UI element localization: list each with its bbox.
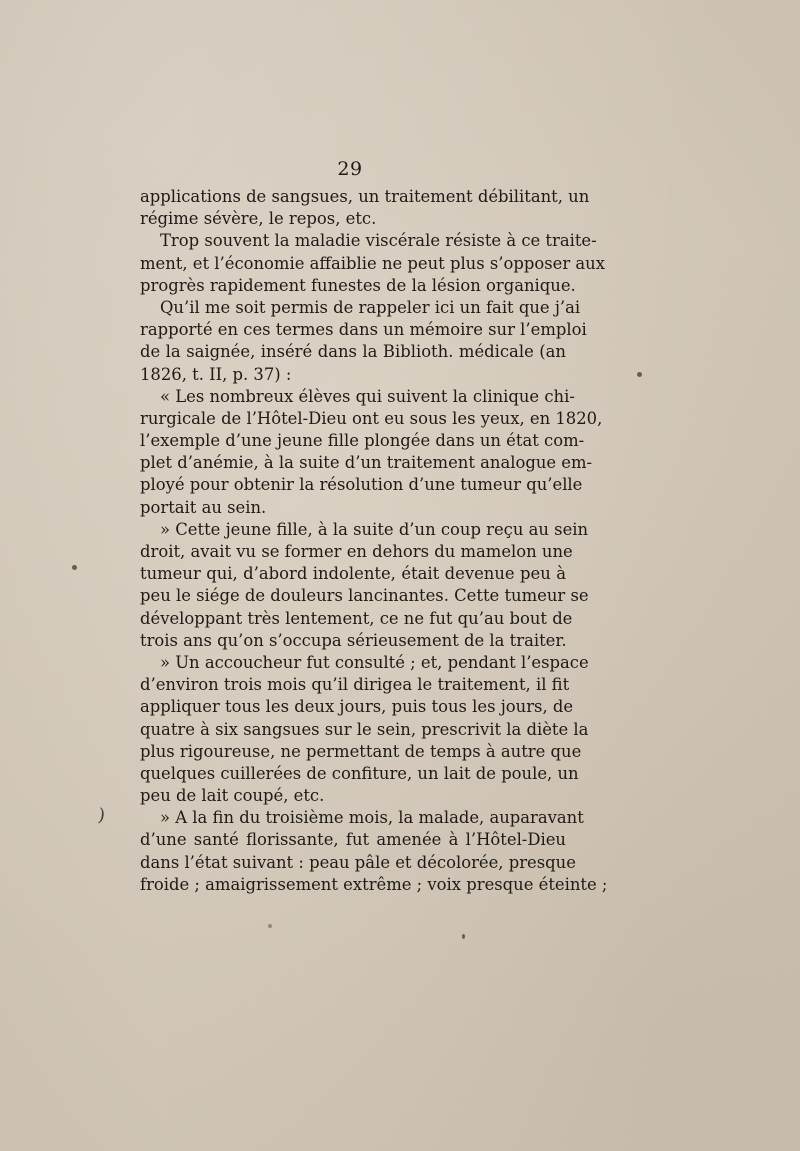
body-text — [140, 186, 608, 896]
foxing-spot — [268, 924, 272, 928]
text-line: régime sévère, le repos, etc. — [140, 209, 377, 229]
page-number: 29 — [337, 158, 363, 180]
text-line: Trop souvent la maladie viscérale résiste à ce traite- — [160, 231, 597, 251]
text-line: peu de lait coupé, etc. — [140, 786, 325, 806]
text-line: d’environ trois mois qu’il dirigea le traitement, il fit — [140, 675, 570, 695]
text-line: de la saignée, inséré dans la Biblioth. médicale (an — [140, 342, 566, 362]
text-line: froide ; amaigrissement extrême ; voix presque éteinte ; — [140, 874, 608, 894]
text-line: appliquer tous les deux jours, puis tous les jours, de — [140, 697, 574, 717]
text-line: applications de sangsues, un traitement débilitant, un — [140, 187, 590, 206]
text-line: développant très lentement, ce ne fut qu’au bout de — [140, 608, 573, 628]
text-line: peu le siége de douleurs lancinantes. Cette tumeur se — [140, 586, 589, 606]
text-line: dans l’état suivant : peau pâle et décolorée, presque — [140, 852, 576, 872]
text-line: tumeur qui, d’abord indolente, était devenue peu à — [140, 564, 566, 584]
text-line: plus rigoureuse, ne permettant de temps à autre que — [140, 741, 582, 761]
foxing-spot — [72, 565, 77, 570]
text-line: d’une santé florissante, fut amenée à l’Hôtel-Dieu — [140, 830, 566, 850]
text-line: ment, et l’économie affaiblie ne peut plus s’opposer aux — [140, 253, 605, 273]
text-line: rurgicale de l’Hôtel-Dieu ont eu sous les yeux, en 1820, — [140, 408, 603, 428]
text-line: trois ans qu’on s’occupa sérieusement de la traiter. — [140, 630, 567, 650]
text-line: rapporté en ces termes dans un mémoire sur l’emploi — [140, 320, 587, 340]
text-line: » A la fin du troisième mois, la malade, auparavant — [160, 808, 584, 828]
text-line: » Cette jeune fille, à la suite d’un coup reçu au sein — [160, 519, 589, 539]
text-line: progrès rapidement funestes de la lésion organique. — [140, 275, 576, 295]
foxing-spot — [637, 372, 642, 377]
text-line: Qu’il me soit permis de rappeler ici un fait que j’ai — [160, 297, 581, 317]
text-line: « Les nombreux élèves qui suivent la clinique chi- — [160, 386, 575, 406]
text-line: l’exemple d’une jeune fille plongée dans un état com- — [140, 431, 585, 451]
text-line: ployé pour obtenir la résolution d’une tumeur qu’elle — [140, 475, 583, 495]
text-line: quatre à six sangsues sur le sein, prescrivit la diète la — [140, 719, 589, 739]
text-line: portait au sein. — [140, 497, 267, 517]
text-line: droit, avait vu se former en dehors du mamelon une — [140, 542, 573, 561]
text-line: 1826, t. II, p. 37) : — [140, 364, 292, 384]
text-line: plet d’anémie, à la suite d’un traitement analogue em- — [140, 453, 593, 473]
text-line: quelques cuillerées de confiture, un lait de poule, un — [140, 763, 579, 783]
text-line: » Un accoucheur fut consulté ; et, pendant l’espace — [160, 652, 589, 672]
margin-mark: ) — [96, 804, 107, 827]
foxing-spot — [462, 934, 465, 939]
